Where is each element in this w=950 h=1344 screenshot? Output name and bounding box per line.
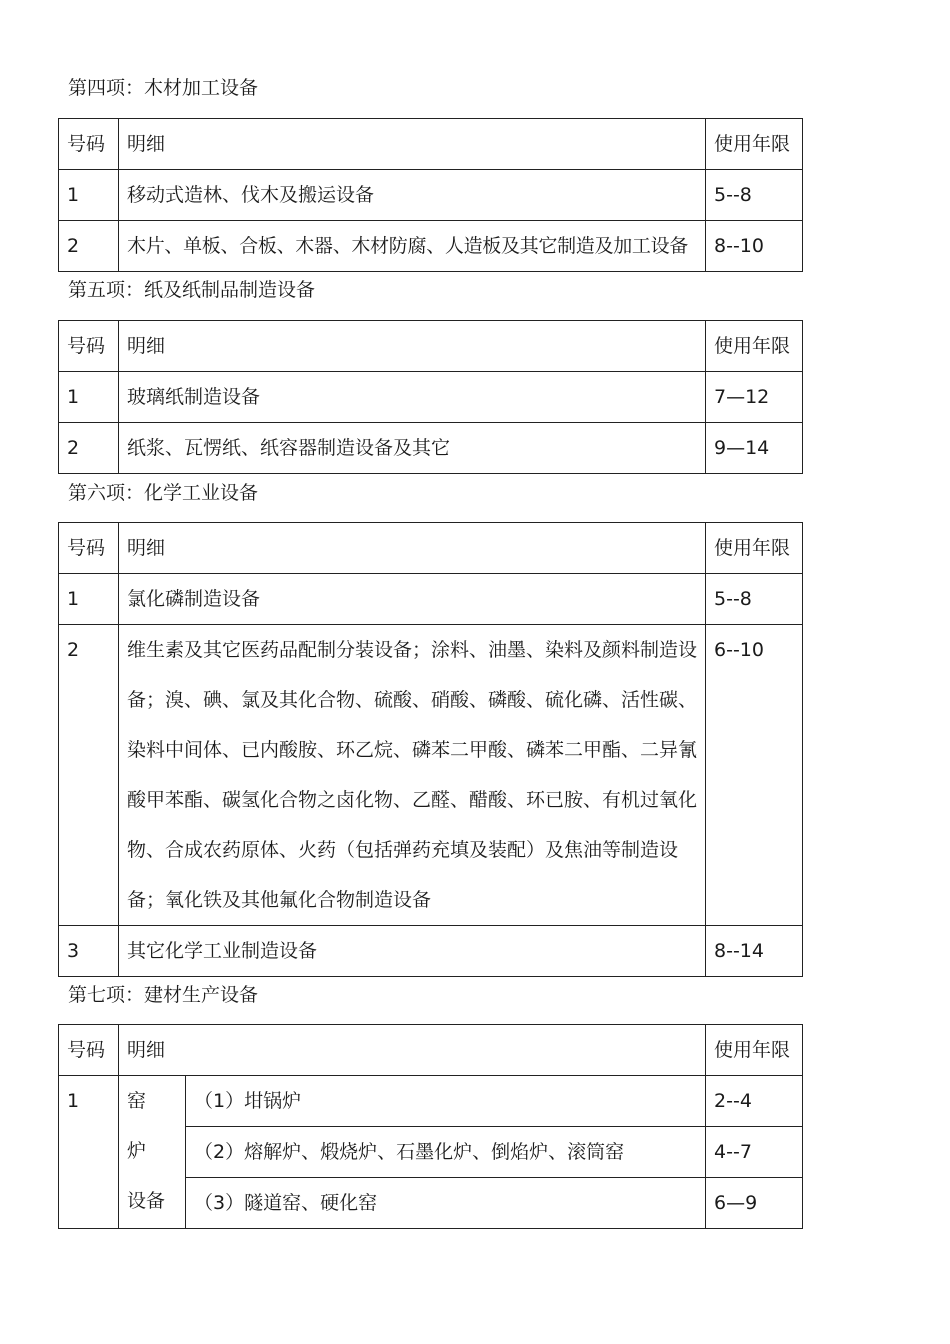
section-title-4: 第四项：木材加工设备	[68, 77, 259, 99]
header-detail: 明细	[119, 1025, 706, 1076]
row-detail: 维生素及其它医药品配制分装设备；涂料、油墨、染料及颜料制造设备；溴、碘、氯及其化合物、硫酸、硝酸、磷酸、硫化磷、活性碳、染料中间体、已内酸胺、环乙烷、磷苯二甲酸、磷苯二甲酯、二异氰酸甲苯酯、碳氢化合物之卤化物、乙醛、醋酸、环已胺、有机过氧化物、合成农药原体、火药（包括弹药充填及装配）及焦油等制造设备；氧化铁及其他氟化合物制造设备	[119, 625, 706, 926]
header-years: 使用年限	[706, 321, 803, 372]
table-header-row	[59, 321, 803, 372]
section-title-6: 第六项：化学工业设备	[68, 482, 259, 504]
row-detail: （3）隧道窑、硬化窑	[186, 1178, 706, 1229]
row-no: 1	[59, 372, 119, 423]
group-label	[119, 1076, 186, 1229]
group-label-line1: 窑炉	[127, 1090, 155, 1162]
row-years: 8--10	[706, 221, 803, 272]
row-detail: 纸浆、瓦愣纸、纸容器制造设备及其它	[119, 423, 706, 474]
header-no: 号码	[59, 523, 119, 574]
table-header-row	[59, 523, 803, 574]
table-section-5	[58, 320, 803, 474]
header-detail: 明细	[119, 321, 706, 372]
table-section-7	[58, 1024, 803, 1229]
row-no: 1	[59, 574, 119, 625]
row-detail: （2）熔解炉、煅烧炉、石墨化炉、倒焰炉、滚筒窑	[186, 1127, 706, 1178]
table-header-row	[59, 119, 803, 170]
row-no: 2	[59, 423, 119, 474]
row-years: 7—12	[706, 372, 803, 423]
row-no: 2	[59, 221, 119, 272]
row-detail: 移动式造林、伐木及搬运设备	[119, 170, 706, 221]
row-years: 8--14	[706, 926, 803, 977]
row-detail: 玻璃纸制造设备	[119, 372, 706, 423]
header-no: 号码	[59, 119, 119, 170]
table-section-4	[58, 118, 803, 272]
table-section-6	[58, 522, 803, 977]
row-detail: 氯化磷制造设备	[119, 574, 706, 625]
row-years: 4--7	[706, 1127, 803, 1178]
table-row	[59, 221, 803, 272]
table-row	[59, 625, 803, 926]
header-no: 号码	[59, 1025, 119, 1076]
table-row	[59, 1076, 803, 1127]
group-label-line2: 设备	[127, 1190, 166, 1212]
row-no: 3	[59, 926, 119, 977]
row-years: 9—14	[706, 423, 803, 474]
header-years: 使用年限	[706, 1025, 803, 1076]
table-header-row	[59, 1025, 803, 1076]
row-no: 1	[59, 170, 119, 221]
header-no: 号码	[59, 321, 119, 372]
header-years: 使用年限	[706, 523, 803, 574]
row-detail: （1）坩锅炉	[186, 1076, 706, 1127]
row-no: 1	[59, 1076, 119, 1229]
header-detail: 明细	[119, 119, 706, 170]
table-row	[59, 372, 803, 423]
row-years: 6--10	[706, 625, 803, 926]
row-no: 2	[59, 625, 119, 926]
row-years: 5--8	[706, 170, 803, 221]
row-years: 5--8	[706, 574, 803, 625]
header-years: 使用年限	[706, 119, 803, 170]
row-detail: 其它化学工业制造设备	[119, 926, 706, 977]
section-title-7: 第七项：建材生产设备	[68, 984, 259, 1006]
row-detail: 木片、单板、合板、木器、木材防腐、人造板及其它制造及加工设备	[119, 221, 706, 272]
section-title-5: 第五项：纸及纸制品制造设备	[68, 279, 316, 301]
table-row	[59, 423, 803, 474]
row-years: 2--4	[706, 1076, 803, 1127]
table-row	[59, 926, 803, 977]
row-years: 6—9	[706, 1178, 803, 1229]
table-row	[59, 170, 803, 221]
table-row	[59, 574, 803, 625]
header-detail: 明细	[119, 523, 706, 574]
